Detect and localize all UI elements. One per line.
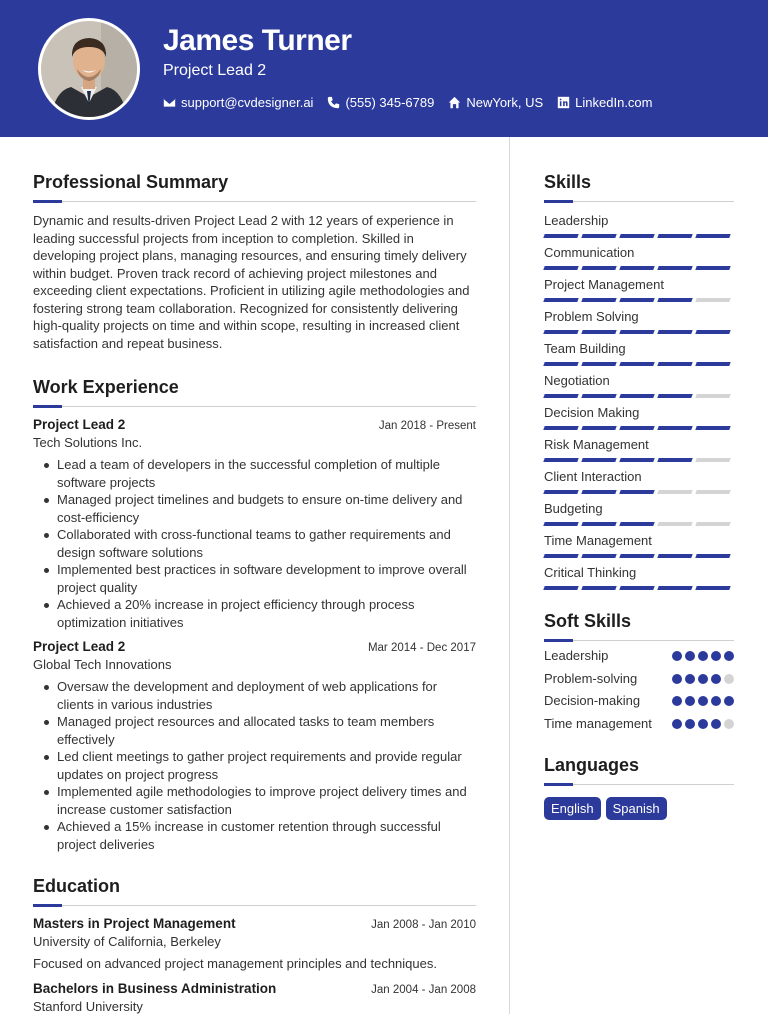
rating-dot (724, 674, 734, 684)
skill-item (544, 532, 734, 564)
envelope-icon (163, 96, 176, 109)
skill-level-segment (543, 234, 578, 238)
job-bullet: Achieved a 20% increase in project efficiency through process optimization initiatives (33, 596, 476, 631)
skill-level-bar (544, 458, 734, 462)
skill-level-bar (544, 266, 734, 270)
job-bullet: Managed project resources and allocated tasks to team members effectively (33, 713, 476, 748)
skill-level-segment (657, 522, 692, 526)
candidate-title: Project Lead 2 (163, 62, 267, 79)
skill-level-segment (619, 330, 654, 334)
rating-dot (685, 651, 695, 661)
skill-name: Team Building (544, 341, 626, 356)
skill-level-bar (544, 330, 734, 334)
contact-email-text: support@cvdesigner.ai (181, 95, 314, 110)
job-company: Tech Solutions Inc. (33, 435, 143, 450)
contact-linkedin-text: LinkedIn.com (575, 95, 653, 110)
skill-level-segment (657, 426, 692, 430)
rating-dot (698, 719, 708, 729)
skill-level-segment (581, 586, 616, 590)
skill-level-segment (581, 554, 616, 558)
language-badge: English (544, 797, 601, 820)
skill-level-segment (619, 522, 654, 526)
skill-name: Time Management (544, 533, 652, 548)
summary-text: Dynamic and results-driven Project Lead 2 with 12 years of experience in leading successful projects from inception to completion. Skilled in developing project plans, managing resources, and ensuring timely delivery within budget. Proven track record of achieving project milestones and exceeding client expectations. Proficient in utilizing agile methodologies and fostering strong team collaboration. Recognized for consistently delivering high-quality projects on time and within scope, resulting in increased client satisfaction and repeat business. (33, 213, 470, 351)
skill-level-segment (581, 522, 616, 526)
skill-level-segment (581, 490, 616, 494)
soft-skills-section (544, 610, 734, 732)
rating-dot (685, 696, 695, 706)
skill-level-segment (619, 234, 654, 238)
skill-level-bar (544, 522, 734, 526)
skill-level-segment (581, 362, 616, 366)
skill-level-bar (544, 426, 734, 430)
languages-heading: Languages (544, 755, 640, 775)
job-bullets (33, 678, 476, 853)
skill-level-segment (695, 522, 730, 526)
skill-level-segment (619, 458, 654, 462)
skill-name: Leadership (544, 213, 609, 228)
skill-level-segment (581, 426, 616, 430)
soft-skill-name: Leadership (544, 648, 609, 663)
contact-phone-text: (555) 345-6789 (345, 95, 435, 110)
skill-level-segment (581, 458, 616, 462)
skill-level-segment (619, 554, 654, 558)
skill-level-segment (581, 234, 616, 238)
section-rule (33, 405, 476, 407)
rating-dot (724, 651, 734, 661)
skill-level-segment (543, 330, 578, 334)
skill-level-segment (657, 298, 692, 302)
skill-level-bar (544, 394, 734, 398)
skill-name: Problem Solving (544, 309, 639, 324)
skill-item (544, 500, 734, 532)
skill-name: Project Management (544, 277, 664, 292)
education-degree: Bachelors in Business Administration (33, 980, 277, 996)
section-rule (33, 904, 476, 906)
skill-level-segment (543, 586, 578, 590)
skill-level-segment (695, 586, 730, 590)
skill-name: Critical Thinking (544, 565, 637, 580)
skill-name: Negotiation (544, 373, 610, 388)
education-degree: Masters in Project Management (33, 916, 236, 931)
education-school: Stanford University (33, 998, 143, 1014)
skill-level-segment (581, 394, 616, 398)
section-rule (544, 783, 734, 785)
skill-level-segment (695, 426, 730, 430)
skill-name: Budgeting (544, 501, 603, 516)
skill-level-segment (695, 458, 730, 462)
skills-list (544, 212, 734, 596)
skill-level-segment (657, 394, 692, 398)
soft-skill-rating (672, 647, 734, 661)
skill-level-segment (657, 490, 692, 494)
skill-level-segment (619, 490, 654, 494)
soft-skill-name: Time management (544, 715, 652, 731)
skill-level-segment (657, 330, 692, 334)
job-dates: Mar 2014 - Dec 2017 (367, 642, 476, 654)
skill-level-bar (544, 554, 734, 558)
contact-list (163, 95, 653, 110)
contact-location-text: NewYork, US (466, 95, 544, 110)
skill-level-segment (581, 298, 616, 302)
education-section (33, 875, 476, 1014)
skill-item (544, 276, 734, 308)
contact-email[interactable] (163, 95, 313, 110)
skill-level-segment (543, 362, 578, 366)
section-rule (544, 639, 734, 641)
skill-level-segment (695, 554, 730, 558)
job-entry (33, 417, 476, 631)
skill-level-segment (581, 266, 616, 270)
skill-name: Communication (544, 245, 635, 260)
rating-dot (672, 651, 682, 661)
skill-name: Decision Making (544, 405, 640, 420)
education-heading: Education (33, 876, 121, 896)
skill-level-segment (657, 234, 692, 238)
skill-level-segment (695, 266, 730, 270)
column-divider (509, 137, 510, 1014)
main-column (33, 171, 476, 1014)
skill-level-segment (657, 586, 692, 590)
skill-level-segment (657, 458, 692, 462)
job-role: Project Lead 2 (33, 417, 126, 432)
skill-level-segment (619, 426, 654, 430)
rating-dot (698, 696, 708, 706)
education-school: University of California, Berkeley (33, 934, 221, 949)
skill-level-segment (619, 362, 654, 366)
education-entry (33, 916, 476, 973)
soft-skill-rating (672, 715, 734, 729)
skill-level-segment (543, 426, 578, 430)
skill-level-segment (695, 298, 730, 302)
skill-level-segment (581, 330, 616, 334)
skills-heading: Skills (544, 172, 592, 192)
phone-icon (327, 96, 340, 109)
skill-item (544, 564, 734, 596)
skill-level-segment (695, 490, 730, 494)
job-entry (33, 639, 476, 853)
soft-skill-name: Problem-solving (544, 670, 638, 686)
section-rule (544, 200, 734, 202)
home-icon (448, 96, 461, 109)
skill-item (544, 308, 734, 340)
job-bullet: Implemented agile methodologies to improve project delivery times and increase customer satisfaction (33, 783, 476, 818)
skill-level-bar (544, 362, 734, 366)
skill-level-segment (543, 458, 578, 462)
skill-level-segment (657, 362, 692, 366)
skill-level-segment (695, 394, 730, 398)
rating-dot (672, 674, 682, 684)
section-rule (33, 200, 476, 202)
language-badge: Spanish (606, 797, 667, 820)
rating-dot (698, 651, 708, 661)
candidate-name: James Turner (163, 24, 352, 57)
rating-dot (672, 696, 682, 706)
rating-dot (685, 719, 695, 729)
job-bullet: Collaborated with cross-functional teams to gather requirements and design software solutions (33, 526, 476, 561)
rating-dot (685, 674, 695, 684)
resume-header (0, 0, 768, 137)
skill-name: Risk Management (544, 437, 649, 452)
experience-heading: Work Experience (33, 377, 179, 397)
soft-skill-name: Decision-making (544, 693, 641, 708)
education-entry (33, 981, 476, 1014)
job-bullet: Achieved a 15% increase in customer retention through successful project deliveries (33, 818, 476, 853)
skill-level-segment (619, 586, 654, 590)
contact-location (448, 95, 543, 110)
skill-item (544, 404, 734, 436)
skill-level-bar (544, 490, 734, 494)
soft-skill-item (544, 670, 734, 688)
skill-level-bar (544, 586, 734, 590)
contact-phone[interactable] (327, 95, 434, 110)
linkedin-icon (557, 96, 570, 109)
skill-level-segment (619, 394, 654, 398)
experience-section (33, 376, 476, 853)
rating-dot (672, 719, 682, 729)
job-bullet: Led client meetings to gather project requirements and provide regular updates on project progress (33, 748, 476, 783)
job-bullets (33, 456, 476, 631)
skill-item (544, 212, 734, 244)
job-role: Project Lead 2 (33, 639, 126, 654)
education-description: Focused on advanced project management principles and techniques. (33, 956, 437, 971)
skill-level-segment (695, 362, 730, 366)
rating-dot (724, 696, 734, 706)
skill-level-segment (695, 330, 730, 334)
job-company: Global Tech Innovations (33, 657, 172, 672)
profile-photo-image (41, 21, 137, 117)
skill-level-segment (619, 298, 654, 302)
education-dates: Jan 2008 - Jan 2010 (371, 919, 476, 931)
soft-skill-item (544, 647, 734, 665)
languages-list (544, 797, 734, 820)
side-column (544, 171, 734, 820)
rating-dot (711, 651, 721, 661)
soft-skills-heading: Soft Skills (544, 611, 632, 631)
job-bullet: Managed project timelines and budgets to ensure on-time delivery and cost-efficiency (33, 491, 476, 526)
contact-linkedin[interactable] (557, 95, 652, 110)
education-dates: Jan 2004 - Jan 2008 (371, 983, 476, 996)
skill-level-segment (543, 394, 578, 398)
summary-heading: Professional Summary (33, 172, 229, 192)
skill-item (544, 340, 734, 372)
soft-skills-list (544, 647, 734, 732)
soft-skill-rating (672, 670, 734, 684)
skill-level-segment (619, 266, 654, 270)
soft-skill-rating (672, 692, 734, 706)
skill-item (544, 244, 734, 276)
job-bullet: Lead a team of developers in the successful completion of multiple software projects (33, 456, 476, 491)
skill-level-segment (657, 266, 692, 270)
job-bullet: Oversaw the development and deployment of web applications for clients in various industries (33, 678, 476, 713)
job-dates: Jan 2018 - Present (378, 420, 476, 432)
rating-dot (711, 674, 721, 684)
rating-dot (711, 696, 721, 706)
skill-name: Client Interaction (544, 469, 642, 484)
soft-skill-item (544, 715, 734, 733)
skill-level-segment (543, 522, 578, 526)
skill-item (544, 468, 734, 500)
skill-level-segment (695, 234, 730, 238)
skill-item (544, 372, 734, 404)
skill-level-segment (657, 554, 692, 558)
languages-section (544, 754, 734, 820)
summary-section (33, 171, 476, 352)
rating-dot (711, 719, 721, 729)
job-bullet: Implemented best practices in software development to improve overall project quality (33, 561, 476, 596)
skill-level-bar (544, 298, 734, 302)
soft-skill-item (544, 692, 734, 710)
skill-level-segment (543, 490, 578, 494)
skills-section (544, 171, 734, 596)
skill-level-segment (543, 554, 578, 558)
skill-item (544, 436, 734, 468)
rating-dot (724, 719, 734, 729)
skill-level-bar (544, 234, 734, 238)
rating-dot (698, 674, 708, 684)
skill-level-segment (543, 298, 578, 302)
skill-level-segment (543, 266, 578, 270)
profile-photo (38, 18, 140, 120)
